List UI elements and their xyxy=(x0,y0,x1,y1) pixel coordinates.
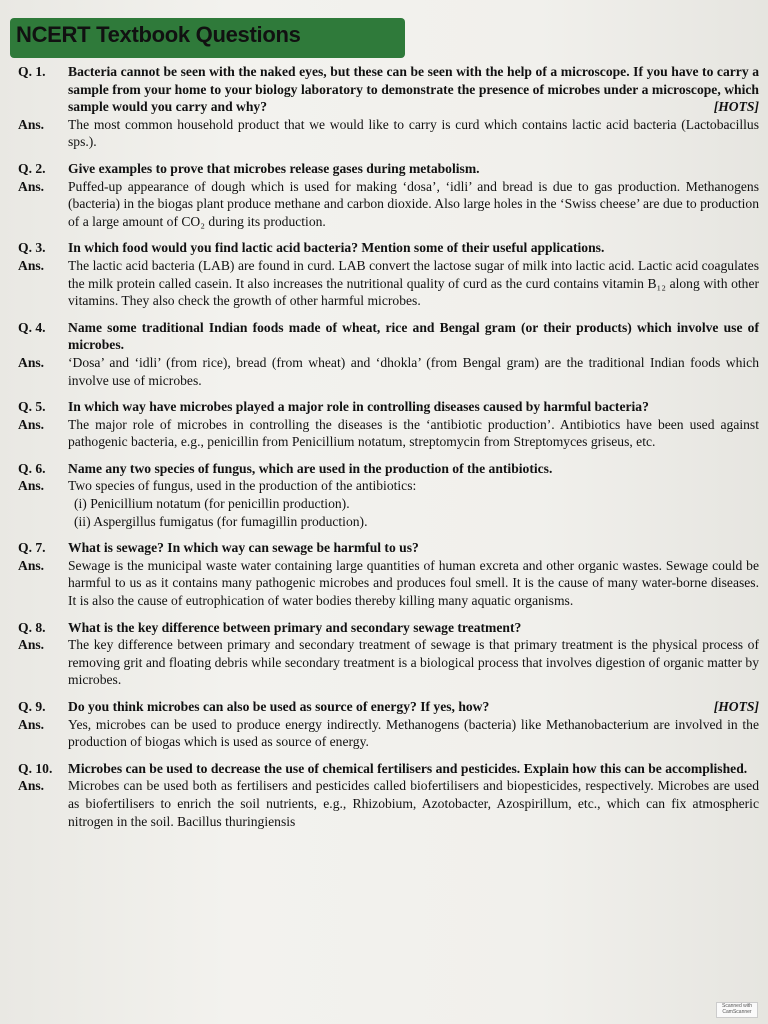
answer-text: The major role of microbes in controlling the diseases is the ‘antibiotic production’. Antibiotics have been used against pathogenic bacteria, e.g., penicillin from Penicillium notatum, streptomycin from Streptomyces griseus, etc. xyxy=(68,416,759,450)
question-text: In which food would you find lactic acid bacteria? Mention some of their useful applications. xyxy=(68,240,605,256)
answer-text: Two species of fungus, used in the production of the antibiotics: xyxy=(68,478,417,494)
answer-row xyxy=(14,777,759,830)
answer-text: Microbes can be used both as fertilisers and pesticides called biofertilisers and biopesticides, respectively. Microbes are used as biofertilisers to enrich the soil nutrients, e.g., Rhizobium, Azotobacter, Azospirillum, etc., which can fix atmospheric nitrogen in the soil. Bacillus thuringiensis xyxy=(68,778,759,829)
question-number: Q. 7. xyxy=(18,540,46,556)
answer-row xyxy=(14,636,759,689)
answer-text: The lactic acid bacteria (LAB) are found in curd. LAB convert the lactose sugar of milk into lactic acid. Lactic acid coagulates the milk protein called casein. It also increases the nutritional quality of curd as the curd contains vitamin B₁₂ along with other vitamins. They also check the growth of other harmful microbes. xyxy=(68,257,759,309)
question-row xyxy=(14,698,759,716)
answer-label: Ans. xyxy=(18,557,45,573)
question-text: Give examples to prove that microbes release gases during metabolism. xyxy=(68,160,480,176)
question-text: In which way have microbes played a major role in controlling diseases caused by harmful bacteria? xyxy=(68,399,649,415)
answer-text: Puffed-up appearance of dough which is used for making ‘dosa’, ‘idli’ and bread is due to gas production. Methanogens (bacteria) in the biogas plant produce methane and carbon dioxide. Also large holes in the ‘Swiss cheese’ are due to production of a large amount of CO₂ during its production. xyxy=(68,178,759,229)
question-text: Bacteria cannot be seen with the naked eyes, but these can be seen with the help of a microscope. If you have to carry a sample from your home to your biology laboratory to demonstrate the presence of microbes under a microscope, which sample would you carry and why? xyxy=(68,64,759,115)
answer-label: Ans. xyxy=(18,716,45,732)
question-text: Name some traditional Indian foods made of wheat, rice and Bengal gram (or their products) which involve use of microbes. xyxy=(68,319,759,353)
answer-text: ‘Dosa’ and ‘idli’ (from rice), bread (from wheat) and ‘dhokla’ (from Bengal gram) are the traditional Indian foods which involve use of microbes. xyxy=(68,354,759,388)
question-row xyxy=(14,239,759,257)
scanner-badge: Scanned with CamScanner xyxy=(716,1002,758,1018)
question-text: Do you think microbes can also be used as source of energy? If yes, how? xyxy=(68,699,490,714)
answer-row xyxy=(14,178,759,231)
question-number: Q. 6. xyxy=(18,460,46,476)
question-row xyxy=(14,619,759,637)
question-text: Microbes can be used to decrease the use of chemical fertilisers and pesticides. Explain how this can be accomplished. xyxy=(68,760,748,776)
answer-row xyxy=(14,477,759,530)
answer-row xyxy=(14,116,759,151)
answer-label: Ans. xyxy=(18,116,45,132)
question-row xyxy=(14,63,759,116)
answer-label: Ans. xyxy=(18,778,45,794)
sub-item: (i) Penicillium notatum (for penicillin production). xyxy=(74,496,350,512)
question-row xyxy=(14,539,759,557)
question-number: Q. 3. xyxy=(18,240,46,256)
question-text: What is the key difference between primary and secondary sewage treatment? xyxy=(68,619,522,635)
answer-text: The key difference between primary and secondary treatment of sewage is that primary treatment is the physical process of removing grit and floating debris while secondary treatment is a biological process that involves digestion of organic matter by microbes. xyxy=(68,637,759,688)
question-row xyxy=(14,398,759,416)
hots-tag: [HOTS] xyxy=(713,99,759,115)
question-row xyxy=(14,460,759,478)
question-number: Q. 5. xyxy=(18,399,46,415)
question-row xyxy=(14,319,759,354)
answer-text: Yes, microbes can be used to produce energy indirectly. Methanogens (bacteria) like Methanobacterium are involved in the production of biogas which is used as source of energy. xyxy=(68,716,759,750)
answer-text: The most common household product that we would like to carry is curd which contains lactic acid bacteria (Lactobacillus sps.). xyxy=(68,116,759,150)
question-number: Q. 9. xyxy=(18,699,46,714)
hots-tag: [HOTS] xyxy=(713,699,759,714)
question-number: Q. 4. xyxy=(18,319,46,335)
answer-label: Ans. xyxy=(18,637,45,653)
qa-list xyxy=(14,63,759,830)
question-text: What is sewage? In which way can sewage be harmful to us? xyxy=(68,540,419,556)
question-number: Q. 1. xyxy=(18,64,46,79)
answer-label: Ans. xyxy=(18,178,45,194)
question-number: Q. 10. xyxy=(18,760,53,776)
answer-label: Ans. xyxy=(18,416,45,432)
answer-row xyxy=(14,416,759,451)
question-number: Q. 2. xyxy=(18,160,46,176)
answer-row xyxy=(14,257,759,310)
answer-label: Ans. xyxy=(18,257,45,273)
page-title: NCERT Textbook Questions xyxy=(16,22,301,47)
answer-label: Ans. xyxy=(18,478,45,494)
question-number: Q. 8. xyxy=(18,619,46,635)
answer-row xyxy=(14,716,759,751)
question-row xyxy=(14,760,759,778)
answer-label: Ans. xyxy=(18,354,45,370)
question-text: Name any two species of fungus, which are used in the production of the antibiotics. xyxy=(68,460,553,476)
answer-text: Sewage is the municipal waste water containing large quantities of human excreta and other organic wastes. Sewage could be harmful to us as it contains many pathogenic microbes and produces foul smell. It is the cause of many water-borne diseases. It is also the cause of eutrophication of water bodies thereby killing many aquatic organisms. xyxy=(68,557,759,609)
answer-row xyxy=(14,354,759,389)
question-row xyxy=(14,160,759,178)
answer-row xyxy=(14,557,759,610)
sub-item: (ii) Aspergillus fumigatus (for fumagillin production). xyxy=(74,513,368,529)
